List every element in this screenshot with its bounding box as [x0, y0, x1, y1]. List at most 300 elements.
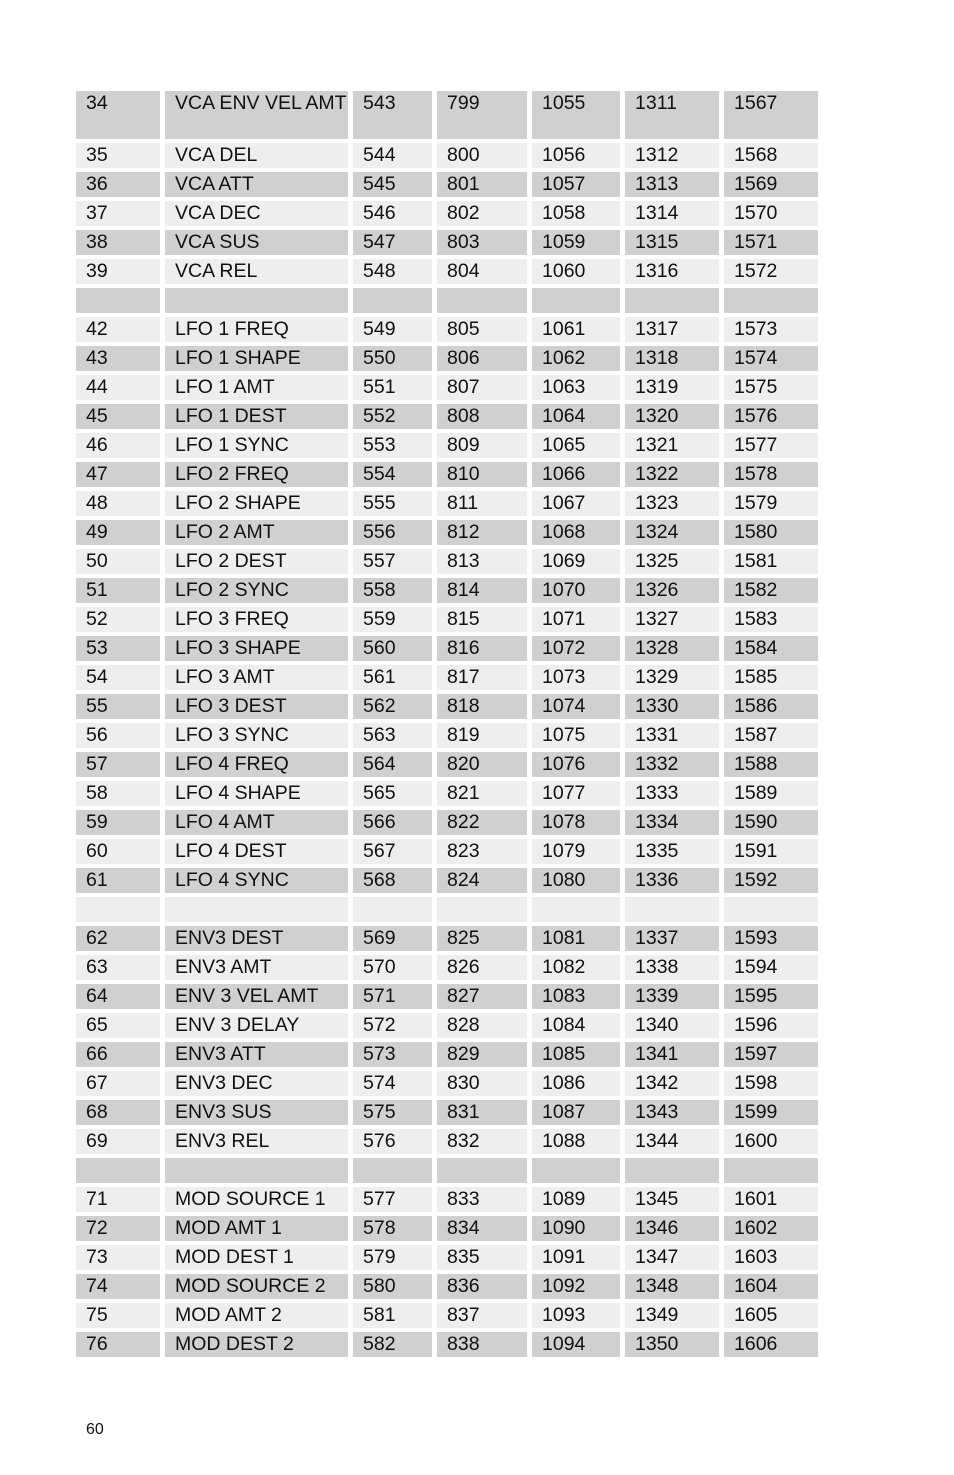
- table-row: [76, 984, 818, 1009]
- table-cell: 1066: [532, 462, 620, 487]
- table-cell: 831: [437, 1100, 527, 1125]
- table-row: [76, 375, 818, 400]
- table-row: [76, 607, 818, 632]
- table-cell: VCA DEL: [165, 143, 348, 168]
- table-cell: 570: [353, 955, 432, 980]
- table-cell: 1337: [625, 926, 719, 951]
- table-cell: 801: [437, 172, 527, 197]
- table-cell: 1074: [532, 694, 620, 719]
- table-cell: [532, 897, 620, 922]
- table-cell: 1064: [532, 404, 620, 429]
- table-cell: 574: [353, 1071, 432, 1096]
- table-cell: [724, 1158, 818, 1183]
- table-cell: 1605: [724, 1303, 818, 1328]
- table-cell: 1057: [532, 172, 620, 197]
- table-cell: 800: [437, 143, 527, 168]
- table-row: [76, 1332, 818, 1357]
- table-cell: 548: [353, 259, 432, 284]
- table-cell: LFO 1 SYNC: [165, 433, 348, 458]
- table-cell: 1588: [724, 752, 818, 777]
- table-cell: 555: [353, 491, 432, 516]
- table-cell: 1601: [724, 1187, 818, 1212]
- table-cell: 549: [353, 317, 432, 342]
- table-cell: 1093: [532, 1303, 620, 1328]
- table-cell: 571: [353, 984, 432, 1009]
- table-cell: LFO 3 SHAPE: [165, 636, 348, 661]
- table-cell: 558: [353, 578, 432, 603]
- table-cell: 547: [353, 230, 432, 255]
- table-cell: [165, 1158, 348, 1183]
- table-cell: 819: [437, 723, 527, 748]
- table-row: [76, 578, 818, 603]
- table-row: [76, 781, 818, 806]
- table-cell: 1088: [532, 1129, 620, 1154]
- table-cell: 1326: [625, 578, 719, 603]
- table-cell: 54: [76, 665, 160, 690]
- table-cell: 1568: [724, 143, 818, 168]
- table-cell: 75: [76, 1303, 160, 1328]
- table-cell: MOD SOURCE 1: [165, 1187, 348, 1212]
- table-cell: 821: [437, 781, 527, 806]
- table-cell: 834: [437, 1216, 527, 1241]
- table-cell: MOD SOURCE 2: [165, 1274, 348, 1299]
- table-cell: VCA SUS: [165, 230, 348, 255]
- table-cell: 811: [437, 491, 527, 516]
- table-cell: 1586: [724, 694, 818, 719]
- table-cell: 808: [437, 404, 527, 429]
- table-cell: 1067: [532, 491, 620, 516]
- table-cell: LFO 2 SYNC: [165, 578, 348, 603]
- table-cell: 810: [437, 462, 527, 487]
- table-cell: 1331: [625, 723, 719, 748]
- table-cell: 1348: [625, 1274, 719, 1299]
- table-cell: 61: [76, 868, 160, 893]
- table-cell: 1058: [532, 201, 620, 226]
- table-cell: 578: [353, 1216, 432, 1241]
- table-cell: 1072: [532, 636, 620, 661]
- table-cell: LFO 4 DEST: [165, 839, 348, 864]
- spacer-row: [76, 288, 818, 313]
- table-cell: 1084: [532, 1013, 620, 1038]
- table-cell: 1079: [532, 839, 620, 864]
- table-cell: 567: [353, 839, 432, 864]
- table-cell: LFO 4 FREQ: [165, 752, 348, 777]
- table-cell: 1345: [625, 1187, 719, 1212]
- table-cell: 1573: [724, 317, 818, 342]
- table-cell: 799: [437, 91, 527, 139]
- table-cell: 553: [353, 433, 432, 458]
- table-cell: [724, 897, 818, 922]
- table-cell: 809: [437, 433, 527, 458]
- table-cell: 1583: [724, 607, 818, 632]
- table-cell: 1571: [724, 230, 818, 255]
- table-cell: 1059: [532, 230, 620, 255]
- table-cell: VCA ENV VEL AMT: [165, 91, 348, 139]
- table-cell: 550: [353, 346, 432, 371]
- table-row: [76, 491, 818, 516]
- table-cell: 566: [353, 810, 432, 835]
- table-row: [76, 404, 818, 429]
- table-cell: 827: [437, 984, 527, 1009]
- table-row: [76, 346, 818, 371]
- table-cell: 560: [353, 636, 432, 661]
- table-cell: 817: [437, 665, 527, 690]
- table-cell: 837: [437, 1303, 527, 1328]
- table-cell: 833: [437, 1187, 527, 1212]
- table-cell: LFO 3 AMT: [165, 665, 348, 690]
- table-cell: 1317: [625, 317, 719, 342]
- table-row: [76, 752, 818, 777]
- table-cell: 564: [353, 752, 432, 777]
- table-cell: 36: [76, 172, 160, 197]
- table-cell: 569: [353, 926, 432, 951]
- table-cell: 823: [437, 839, 527, 864]
- table-cell: 816: [437, 636, 527, 661]
- table-cell: 1085: [532, 1042, 620, 1067]
- table-cell: 1580: [724, 520, 818, 545]
- table-cell: 1076: [532, 752, 620, 777]
- table-cell: 1338: [625, 955, 719, 980]
- table-cell: 1330: [625, 694, 719, 719]
- table-cell: 50: [76, 549, 160, 574]
- table-cell: 814: [437, 578, 527, 603]
- table-cell: 1344: [625, 1129, 719, 1154]
- table-cell: 562: [353, 694, 432, 719]
- table-cell: 59: [76, 810, 160, 835]
- table-cell: 1065: [532, 433, 620, 458]
- table-row: [76, 1274, 818, 1299]
- table-cell: ENV3 AMT: [165, 955, 348, 980]
- table-cell: 1335: [625, 839, 719, 864]
- table-cell: 822: [437, 810, 527, 835]
- table-cell: [437, 1158, 527, 1183]
- table-cell: [76, 1158, 160, 1183]
- table-cell: 1329: [625, 665, 719, 690]
- table-cell: 836: [437, 1274, 527, 1299]
- table-cell: 44: [76, 375, 160, 400]
- table-cell: 1327: [625, 607, 719, 632]
- table-cell: ENV3 DEC: [165, 1071, 348, 1096]
- table-cell: 1324: [625, 520, 719, 545]
- table-cell: 1070: [532, 578, 620, 603]
- table-cell: 1598: [724, 1071, 818, 1096]
- table-cell: 568: [353, 868, 432, 893]
- spacer-row: [76, 1158, 818, 1183]
- table-cell: 47: [76, 462, 160, 487]
- table-cell: 51: [76, 578, 160, 603]
- table-row: [76, 433, 818, 458]
- table-row: [76, 143, 818, 168]
- table-cell: 812: [437, 520, 527, 545]
- table-cell: LFO 3 SYNC: [165, 723, 348, 748]
- table-cell: [625, 288, 719, 313]
- table-cell: 1569: [724, 172, 818, 197]
- table-cell: 544: [353, 143, 432, 168]
- table-cell: 1091: [532, 1245, 620, 1270]
- table-cell: 1063: [532, 375, 620, 400]
- table-cell: 552: [353, 404, 432, 429]
- table-cell: 68: [76, 1100, 160, 1125]
- table-row: [76, 520, 818, 545]
- table-row: [76, 1071, 818, 1096]
- table-cell: 1061: [532, 317, 620, 342]
- table-cell: LFO 2 AMT: [165, 520, 348, 545]
- table-cell: 1606: [724, 1332, 818, 1357]
- table-cell: 805: [437, 317, 527, 342]
- table-cell: 1596: [724, 1013, 818, 1038]
- table-cell: [625, 1158, 719, 1183]
- table-cell: 1595: [724, 984, 818, 1009]
- table-cell: [76, 897, 160, 922]
- table-cell: 71: [76, 1187, 160, 1212]
- table-cell: 1311: [625, 91, 719, 139]
- table-cell: [165, 897, 348, 922]
- table-cell: [437, 897, 527, 922]
- table-cell: 565: [353, 781, 432, 806]
- table-cell: 1069: [532, 549, 620, 574]
- table-cell: 1350: [625, 1332, 719, 1357]
- table-cell: 825: [437, 926, 527, 951]
- table-cell: 62: [76, 926, 160, 951]
- table-cell: 42: [76, 317, 160, 342]
- table-cell: MOD AMT 2: [165, 1303, 348, 1328]
- table-cell: VCA DEC: [165, 201, 348, 226]
- table-cell: 1567: [724, 91, 818, 139]
- table-cell: 554: [353, 462, 432, 487]
- table-cell: 1590: [724, 810, 818, 835]
- table-cell: 802: [437, 201, 527, 226]
- table-cell: 1342: [625, 1071, 719, 1096]
- table-cell: [532, 1158, 620, 1183]
- table-cell: 66: [76, 1042, 160, 1067]
- table-row: [76, 230, 818, 255]
- table-cell: 1319: [625, 375, 719, 400]
- table-row: [76, 1013, 818, 1038]
- table-cell: 1322: [625, 462, 719, 487]
- table-cell: 1089: [532, 1187, 620, 1212]
- table-cell: [353, 897, 432, 922]
- table-cell: 1092: [532, 1274, 620, 1299]
- table-cell: LFO 2 DEST: [165, 549, 348, 574]
- table-cell: 39: [76, 259, 160, 284]
- spacer-row: [76, 897, 818, 922]
- table-cell: LFO 4 SHAPE: [165, 781, 348, 806]
- table-cell: 1349: [625, 1303, 719, 1328]
- table-cell: 576: [353, 1129, 432, 1154]
- table-cell: [353, 288, 432, 313]
- table-cell: 67: [76, 1071, 160, 1096]
- table-cell: 1336: [625, 868, 719, 893]
- table-cell: ENV3 ATT: [165, 1042, 348, 1067]
- table-row: [76, 259, 818, 284]
- table-row: [76, 1216, 818, 1241]
- table-cell: ENV3 SUS: [165, 1100, 348, 1125]
- table-row: [76, 201, 818, 226]
- table-cell: 1577: [724, 433, 818, 458]
- page-number: 60: [86, 1421, 104, 1438]
- table-cell: 1594: [724, 955, 818, 980]
- table-cell: 1589: [724, 781, 818, 806]
- table-cell: 1082: [532, 955, 620, 980]
- table-cell: 826: [437, 955, 527, 980]
- table-cell: 1332: [625, 752, 719, 777]
- table-row: [76, 955, 818, 980]
- table-row: [76, 1129, 818, 1154]
- table-cell: 545: [353, 172, 432, 197]
- table-cell: 1075: [532, 723, 620, 748]
- table-cell: 1071: [532, 607, 620, 632]
- table-cell: 1578: [724, 462, 818, 487]
- table-cell: 46: [76, 433, 160, 458]
- table-row: [76, 462, 818, 487]
- table-cell: 1579: [724, 491, 818, 516]
- table-cell: 575: [353, 1100, 432, 1125]
- table-cell: 1570: [724, 201, 818, 226]
- table-cell: 579: [353, 1245, 432, 1270]
- table-cell: 1333: [625, 781, 719, 806]
- table-cell: 1592: [724, 868, 818, 893]
- table-cell: 1321: [625, 433, 719, 458]
- table-cell: 815: [437, 607, 527, 632]
- table-cell: 1574: [724, 346, 818, 371]
- table-cell: 65: [76, 1013, 160, 1038]
- table-cell: 804: [437, 259, 527, 284]
- table-cell: 1081: [532, 926, 620, 951]
- table-cell: ENV 3 DELAY: [165, 1013, 348, 1038]
- table-cell: 43: [76, 346, 160, 371]
- table-cell: ENV 3 VEL AMT: [165, 984, 348, 1009]
- table-cell: 1314: [625, 201, 719, 226]
- table-cell: 34: [76, 91, 160, 139]
- table-cell: 1593: [724, 926, 818, 951]
- table-cell: 1572: [724, 259, 818, 284]
- table-cell: 37: [76, 201, 160, 226]
- table-cell: 572: [353, 1013, 432, 1038]
- table-row: [76, 810, 818, 835]
- table-cell: 35: [76, 143, 160, 168]
- table-cell: 1581: [724, 549, 818, 574]
- table-cell: 1585: [724, 665, 818, 690]
- table-cell: 806: [437, 346, 527, 371]
- table-row: [76, 1042, 818, 1067]
- table-cell: 1346: [625, 1216, 719, 1241]
- table-cell: 1090: [532, 1216, 620, 1241]
- table-cell: 556: [353, 520, 432, 545]
- table-cell: 1584: [724, 636, 818, 661]
- table-cell: 813: [437, 549, 527, 574]
- table-cell: 45: [76, 404, 160, 429]
- table-cell: LFO 3 FREQ: [165, 607, 348, 632]
- table-cell: 1315: [625, 230, 719, 255]
- table-row: [76, 1187, 818, 1212]
- table-row: [76, 665, 818, 690]
- table-cell: 1077: [532, 781, 620, 806]
- table-cell: ENV3 DEST: [165, 926, 348, 951]
- table-cell: [724, 288, 818, 313]
- table-cell: 1086: [532, 1071, 620, 1096]
- table-cell: 1575: [724, 375, 818, 400]
- table-cell: 57: [76, 752, 160, 777]
- table-cell: 1334: [625, 810, 719, 835]
- table-cell: [353, 1158, 432, 1183]
- table-cell: [625, 897, 719, 922]
- table-cell: 1312: [625, 143, 719, 168]
- table-cell: 563: [353, 723, 432, 748]
- table-cell: 803: [437, 230, 527, 255]
- table-cell: MOD DEST 2: [165, 1332, 348, 1357]
- table-cell: VCA ATT: [165, 172, 348, 197]
- table-cell: 64: [76, 984, 160, 1009]
- table-cell: 561: [353, 665, 432, 690]
- table-cell: LFO 4 AMT: [165, 810, 348, 835]
- table-cell: 1062: [532, 346, 620, 371]
- table-cell: ENV3 REL: [165, 1129, 348, 1154]
- table-cell: 1068: [532, 520, 620, 545]
- table-cell: 582: [353, 1332, 432, 1357]
- table-cell: 573: [353, 1042, 432, 1067]
- table-cell: LFO 3 DEST: [165, 694, 348, 719]
- table-row: [76, 1245, 818, 1270]
- table-cell: 49: [76, 520, 160, 545]
- table-cell: 60: [76, 839, 160, 864]
- table-cell: 828: [437, 1013, 527, 1038]
- table-cell: 1060: [532, 259, 620, 284]
- table-cell: 1599: [724, 1100, 818, 1125]
- table-cell: 581: [353, 1303, 432, 1328]
- table-cell: 1325: [625, 549, 719, 574]
- table-cell: MOD AMT 1: [165, 1216, 348, 1241]
- table-cell: 543: [353, 91, 432, 139]
- table-cell: 69: [76, 1129, 160, 1154]
- table-cell: 58: [76, 781, 160, 806]
- table-cell: 1318: [625, 346, 719, 371]
- table-cell: 1073: [532, 665, 620, 690]
- table-cell: 1055: [532, 91, 620, 139]
- table-cell: VCA REL: [165, 259, 348, 284]
- table-cell: LFO 4 SYNC: [165, 868, 348, 893]
- table-cell: 580: [353, 1274, 432, 1299]
- table-cell: 72: [76, 1216, 160, 1241]
- table-cell: 577: [353, 1187, 432, 1212]
- table-cell: [437, 288, 527, 313]
- table-cell: 53: [76, 636, 160, 661]
- table-cell: 1340: [625, 1013, 719, 1038]
- table-cell: 1587: [724, 723, 818, 748]
- table-row: [76, 317, 818, 342]
- table-cell: 1320: [625, 404, 719, 429]
- table-cell: 832: [437, 1129, 527, 1154]
- table-row: [76, 91, 818, 139]
- table-cell: 1602: [724, 1216, 818, 1241]
- table-row: [76, 1100, 818, 1125]
- table-cell: 73: [76, 1245, 160, 1270]
- table-cell: 1316: [625, 259, 719, 284]
- table-cell: 38: [76, 230, 160, 255]
- table-row: [76, 868, 818, 893]
- table-row: [76, 549, 818, 574]
- table-cell: 1056: [532, 143, 620, 168]
- table-row: [76, 839, 818, 864]
- table-cell: 557: [353, 549, 432, 574]
- table-cell: 1083: [532, 984, 620, 1009]
- table-cell: 820: [437, 752, 527, 777]
- table-cell: 551: [353, 375, 432, 400]
- table-cell: 1576: [724, 404, 818, 429]
- table-cell: 63: [76, 955, 160, 980]
- parameter-table: [76, 91, 818, 1361]
- table-cell: 74: [76, 1274, 160, 1299]
- table-cell: 829: [437, 1042, 527, 1067]
